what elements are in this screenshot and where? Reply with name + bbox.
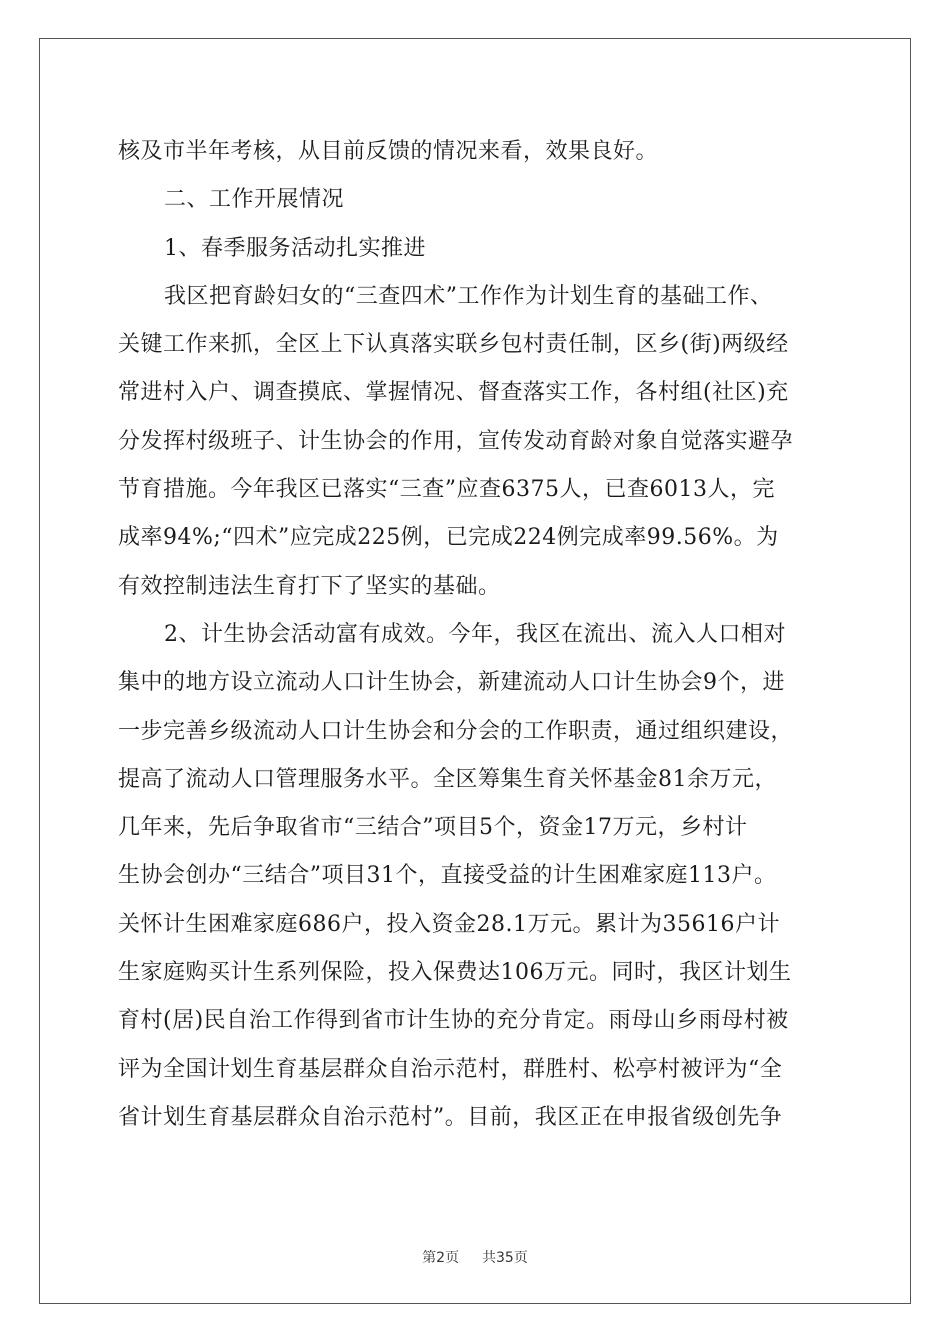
text-line: 常进村入户、调查摸底、掌握情况、督查落实工作，各村组(社区)充 bbox=[118, 380, 789, 406]
text-line: 核及市半年考核，从目前反馈的情况来看，效果良好。 bbox=[118, 139, 659, 164]
page-footer bbox=[0, 1247, 950, 1267]
text-line: 2、计生协会活动富有成效。今年，我区在流出、流入人口相对 bbox=[164, 621, 786, 647]
text-line: 省计划生育基层群众自治示范村”。目前，我区正在申报省级创先争 bbox=[118, 1104, 783, 1130]
text-line: 生家庭购买计生系列保险，投入保费达106万元。同时，我区计划生 bbox=[118, 960, 792, 986]
page-total: 共35页 bbox=[482, 1250, 528, 1266]
text-line: 集中的地方设立流动人口计生协会，新建流动人口计生协会9个，进 bbox=[118, 670, 785, 696]
text-line: 生协会创办“三结合”项目31个，直接受益的计生困难家庭113户。 bbox=[118, 863, 777, 889]
text-line: 关怀计生困难家庭686户，投入资金28.1万元。累计为35616户计 bbox=[118, 911, 780, 937]
text-line: 我区把育龄妇女的“三查四术”工作作为计划生育的基础工作、 bbox=[164, 283, 773, 309]
page-number: 第2页 bbox=[422, 1250, 460, 1266]
text-line: 分发挥村级班子、计生协会的作用，宣传发动育龄对象自觉落实避孕 bbox=[118, 428, 794, 454]
text-line: 一步完善乡级流动人口计生协会和分会的工作职责，通过组织建设， bbox=[118, 718, 794, 744]
document-body bbox=[118, 128, 838, 1142]
text-line: 提高了流动人口管理服务水平。全区筹集生育关怀基金81余万元， bbox=[118, 766, 777, 792]
text-line: 有效控制违法生育打下了坚实的基础。 bbox=[118, 573, 501, 599]
section-heading: 二、工作开展情况 bbox=[164, 187, 345, 213]
subsection-heading: 1、春季服务活动扎实推进 bbox=[164, 235, 426, 261]
text-line: 节育措施。今年我区已落实“三查”应查6375人，已查6013人，完 bbox=[118, 477, 775, 503]
text-line: 评为全国计划生育基层群众自治示范村，群胜村、松亭村被评为“全 bbox=[118, 1056, 783, 1082]
text-line: 关键工作来抓，全区上下认真落实联乡包村责任制，区乡(街)两级经 bbox=[118, 332, 789, 358]
text-line: 育村(居)民自治工作得到省市计生协的充分肯定。雨母山乡雨母村被 bbox=[118, 1008, 789, 1034]
text-line: 几年来，先后争取省市“三结合”项目5个，资金17万元，乡村计 bbox=[118, 815, 748, 841]
text-line: 成率94%;“四术”应完成225例，已完成224例完成率99.56%。为 bbox=[118, 525, 779, 551]
